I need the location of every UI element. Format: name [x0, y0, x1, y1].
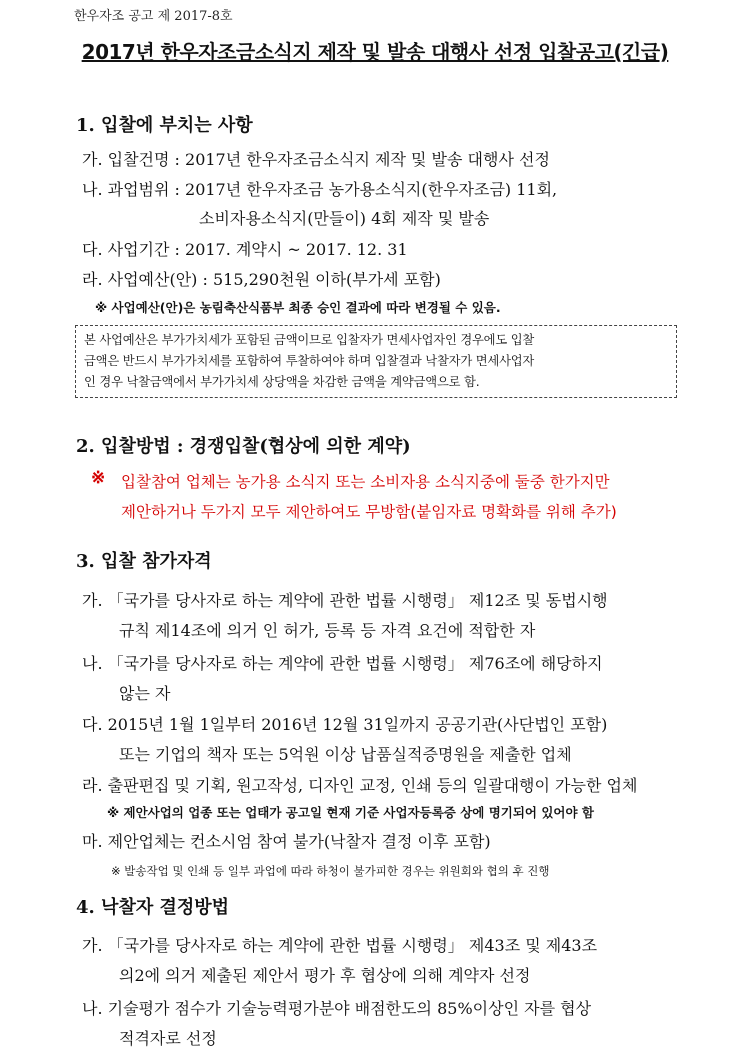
s3-item-da: 다. 2015년 1월 1일부터 2016년 12월 31일까지 공공기관(사단법인 포함)	[82, 715, 608, 734]
s2-red-note-line-1: 입찰참여 업체는 농가용 소식지 또는 소비자용 소식지중에 둘중 한가지만	[121, 473, 610, 491]
s1-item-ga: 가. 입찰건명 : 2017년 한우자조금소식지 제작 및 발송 대행사 선정	[82, 150, 550, 169]
document-title: 2017년 한우자조금소식지 제작 및 발송 대행사 선정 입찰공고(긴급)	[81, 40, 669, 64]
s3-item-ga: 가. 「국가를 당사자로 하는 계약에 관한 법률 시행령」 제12조 및 동법시행	[82, 591, 608, 610]
s1-item-ra: 라. 사업예산(안) : 515,290천원 이하(부가세 포함)	[82, 270, 441, 289]
s2-red-note-line-2: 제안하거나 두가지 모두 제안하여도 무방함(붙임자료 명확화를 위해 추가)	[121, 503, 617, 521]
section-2-heading: 2. 입찰방법 : 경쟁입찰(협상에 의한 계약)	[76, 436, 411, 457]
s3-subcontract-note: ※ 발송작업 및 인쇄 등 일부 과업에 따라 하청이 불가피한 경우는 위원회와 협의 후 진행	[111, 864, 550, 878]
s1-item-na: 나. 과업범위 : 2017년 한우자조금 농가용소식지(한우자조금) 11회,	[82, 180, 558, 199]
vat-notice-line: 인 경우 낙찰금액에서 부가가치세 상당액을 차감한 금액을 계약금액으로 함.	[84, 375, 480, 389]
s3-item-da-cont: 또는 기업의 책자 또는 5억원 이상 납품실적증명원을 제출한 업체	[119, 745, 572, 764]
s4-item-ga-cont: 의2에 의거 제출된 제안서 평가 후 협상에 의해 계약자 선정	[119, 966, 531, 985]
s3-item-ma: 마. 제안업체는 컨소시엄 참여 불가(낙찰자 결정 이후 포함)	[82, 832, 491, 851]
section-4-heading: 4. 낙찰자 결정방법	[76, 897, 230, 918]
s4-item-ga: 가. 「국가를 당사자로 하는 계약에 관한 법률 시행령」 제43조 및 제43조	[82, 936, 598, 955]
s3-business-note: ※ 제안사업의 업종 또는 업태가 공고일 현재 기준 사업자등록증 상에 명기되어 있어야 함	[107, 805, 595, 820]
vat-notice-line: 본 사업예산은 부가가치세가 포함된 금액이므로 입찰자가 면세사업자인 경우에도 입찰	[84, 333, 535, 347]
s1-item-na-cont: 소비자용소식지(만들이) 4회 제작 및 발송	[199, 209, 490, 228]
vat-notice-line: 금액은 반드시 부가가치세를 포함하여 투찰하여야 하며 입찰결과 낙찰자가 면세사업자	[84, 354, 535, 368]
vat-notice-box	[75, 325, 677, 398]
s3-item-na-cont: 않는 자	[119, 684, 171, 703]
red-reference-mark: ※	[91, 468, 106, 488]
s3-item-ga-cont: 규칙 제14조에 의거 인 허가, 등록 등 자격 요건에 적합한 자	[119, 621, 536, 640]
s3-item-ra: 라. 출판편집 및 기획, 원고작성, 디자인 교정, 인쇄 등의 일괄대행이 가능한 업체	[82, 776, 638, 795]
s3-item-na: 나. 「국가를 당사자로 하는 계약에 관한 법률 시행령」 제76조에 해당하지	[82, 654, 603, 673]
section-1-heading: 1. 입찰에 부치는 사항	[76, 115, 253, 136]
s1-item-da: 다. 사업기간 : 2017. 계약시 ~ 2017. 12. 31	[82, 240, 408, 259]
notice-number: 한우자조 공고 제 2017-8호	[74, 9, 233, 24]
s4-item-na-cont: 적격자로 선정	[119, 1029, 217, 1048]
s1-budget-note: ※ 사업예산(안)은 농림축산식품부 최종 승인 결과에 따라 변경될 수 있음.	[95, 300, 501, 315]
section-3-heading: 3. 입찰 참가자격	[76, 551, 212, 572]
s4-item-na: 나. 기술평가 점수가 기술능력평가분야 배점한도의 85%이상인 자를 협상	[82, 999, 592, 1018]
